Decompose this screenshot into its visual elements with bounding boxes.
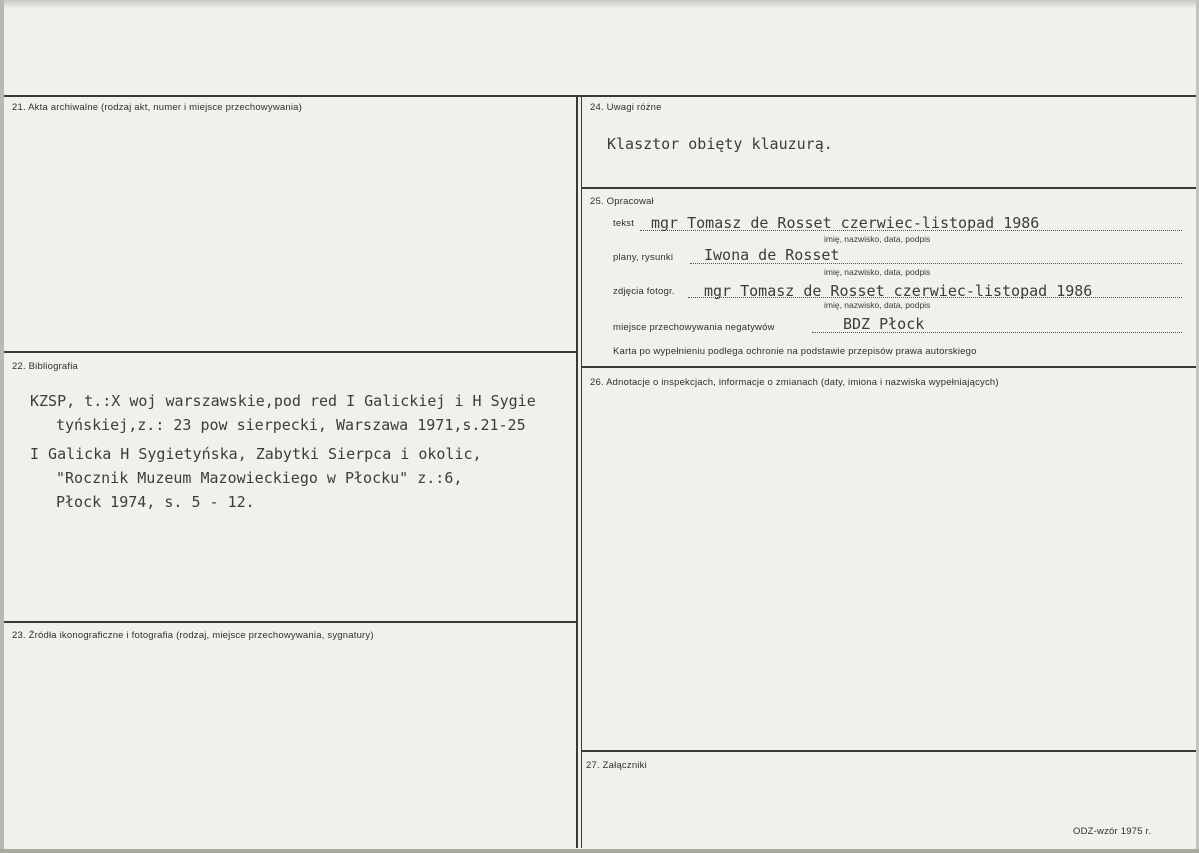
field-25-label: 25. Opracował — [590, 196, 654, 207]
bibliography-line-2: tyńskiej,z.: 23 pow sierpecki, Warszawa 1971,s.21-25 — [56, 416, 526, 434]
negatywy-label: miejsce przechowywania negatywów — [613, 322, 775, 333]
plany-sublabel: imię, nazwisko, data, podpis — [824, 267, 931, 277]
negatywy-value: BDZ Płock — [843, 315, 925, 333]
tekst-value: mgr Tomasz de Rosset czerwiec-listopad 1986 — [651, 214, 1040, 232]
form-template-footer: ODZ-wzór 1975 r. — [1073, 826, 1152, 837]
rule-25-26 — [582, 366, 1196, 368]
card-bottom-edge — [0, 849, 1199, 853]
zdjecia-label: zdjęcia fotogr. — [613, 286, 675, 297]
tekst-sublabel: imię, nazwisko, data, podpis — [824, 234, 931, 244]
remarks-text: Klasztor obięty klauzurą. — [607, 135, 833, 153]
card-top-edge — [0, 0, 1199, 8]
plany-label: plany, rysunki — [613, 252, 674, 263]
card-left-edge — [0, 0, 4, 853]
field-21-label: 21. Akta archiwalne (rodzaj akt, numer i miejsce przechowywania) — [12, 102, 303, 113]
top-rule — [4, 95, 1196, 97]
zdjecia-value: mgr Tomasz de Rosset czerwiec-listopad 1986 — [704, 282, 1093, 300]
plany-value: Iwona de Rosset — [704, 246, 840, 264]
bibliography-line-4: "Rocznik Muzeum Mazowieckiego w Płocku" z.:6, — [56, 469, 463, 487]
rule-22-23 — [4, 621, 576, 623]
field-23-label: 23. Źródła ikonograficzne i fotografia (rodzaj, miejsce przechowywania, sygnatury) — [12, 630, 374, 641]
field-27-label: 27. Załączniki — [586, 760, 647, 771]
rule-26-27 — [582, 750, 1196, 752]
bibliography-line-3: I Galicka H Sygietyńska, Zabytki Sierpca i okolic, — [30, 445, 482, 463]
zdjecia-sublabel: imię, nazwisko, data, podpis — [824, 300, 931, 310]
copyright-note: Karta po wypełnieniu podlega ochronie na podstawie przepisów prawa autorskiego — [613, 346, 977, 357]
bibliography-line-1: KZSP, t.:X woj warszawskie,pod red I Galickiej i H Sygie — [30, 392, 536, 410]
center-divider — [576, 95, 578, 848]
field-22-label: 22. Bibliografia — [12, 361, 79, 372]
tekst-label: tekst — [613, 218, 635, 229]
bibliography-line-5: Płock 1974, s. 5 - 12. — [56, 493, 255, 511]
field-26-label: 26. Adnotacje o inspekcjach, informacje o zmianach (daty, imiona i nazwiska wypełniających) — [590, 377, 999, 388]
rule-24-25 — [582, 187, 1196, 189]
field-24-label: 24. Uwagi różne — [590, 102, 662, 113]
center-divider-inner — [581, 95, 582, 848]
rule-21-22 — [4, 351, 576, 353]
